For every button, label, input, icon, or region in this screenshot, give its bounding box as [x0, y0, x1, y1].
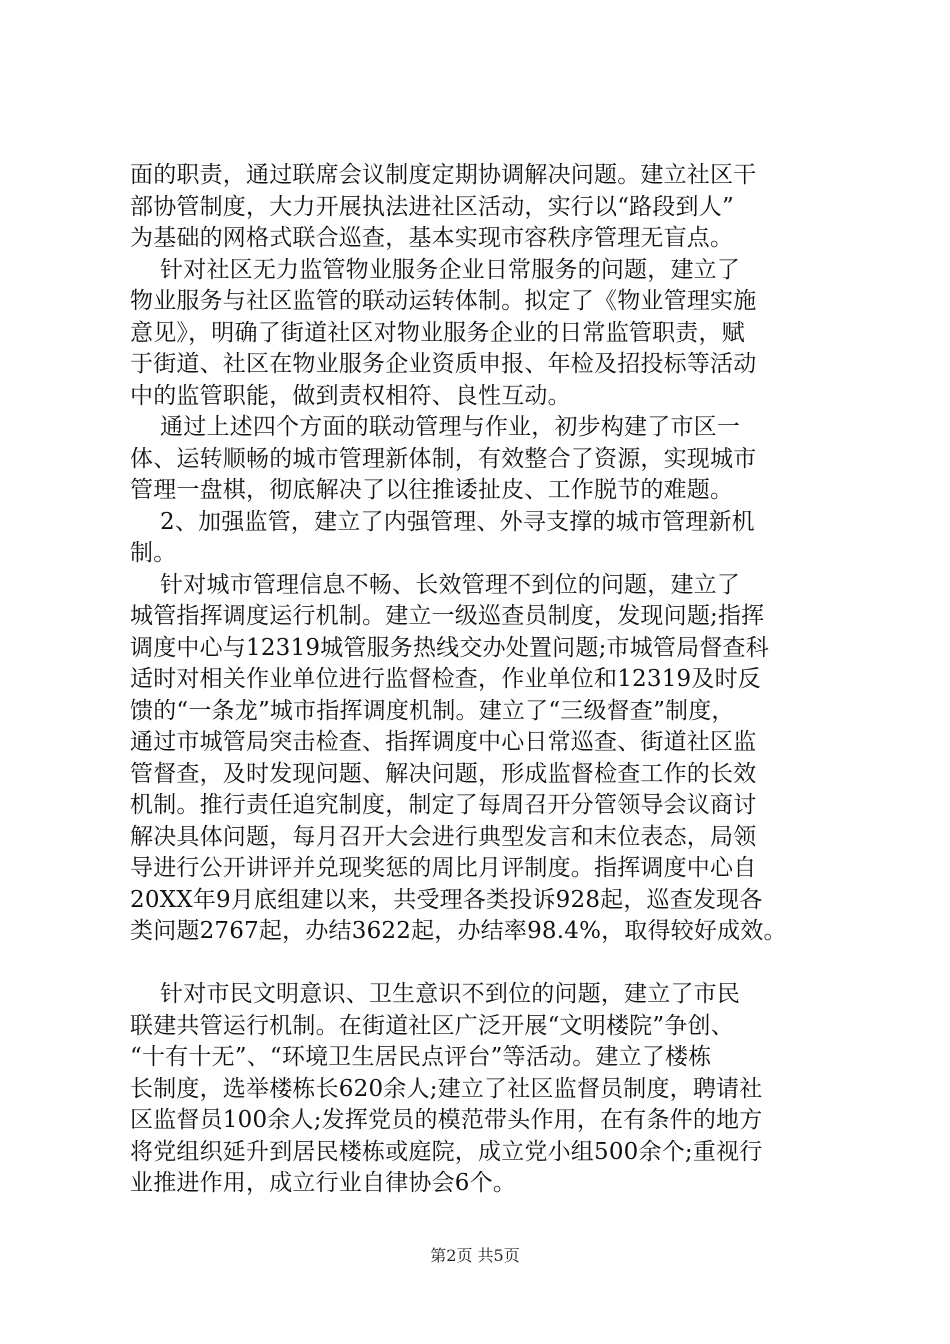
text-line: 于街道、社区在物业服务企业资质申报、年检及招投标等活动 [130, 351, 757, 377]
text-line: 业推进作用，成立行业自律协会6个。 [130, 1170, 517, 1196]
text-line: “十有十无”、“环境卫生居民点评台”等活动。建立了楼栋 [130, 1044, 712, 1070]
text-line: 将党组织延升到居民楼栋或庭院，成立党小组500余个;重视行 [130, 1138, 763, 1165]
text-line: 为基础的网格式联合巡查，基本实现市容秩序管理无盲点。 [130, 225, 734, 251]
text-line: 部协管制度，大力开展执法进社区活动，实行以“路段到人” [130, 193, 734, 220]
text-line: 城管指挥调度运行机制。建立一级巡查员制度，发现问题;指挥 [130, 603, 765, 629]
text-line: 长制度，选举楼栋长620余人;建立了社区监督员制度，聘请社 [130, 1075, 763, 1102]
text-line: 调度中心与12319城管服务热线交办处置问题;市城管局督查科 [130, 634, 769, 661]
text-line: 适时对相关作业单位进行监督检查，作业单位和12319及时反 [130, 666, 761, 692]
text-line: 区监督员100余人;发挥党员的模范带头作用，在有条件的地方 [130, 1107, 763, 1133]
section-heading-line: 制。 [130, 540, 177, 566]
section-heading-line: 2、加强监管，建立了内强管理、外寻支撑的城市管理新机 [130, 508, 755, 535]
text-line: 意见》，明确了街道社区对物业服务企业的日常监管职责，赋 [130, 319, 745, 346]
paragraph-gap [130, 948, 830, 980]
text-line: 类问题2767起，办结3622起，办结率98.4%，取得较好成效。 [130, 918, 787, 944]
text-line: 管督查，及时发现问题、解决问题，形成监督检查工作的长效 [130, 760, 757, 787]
text-line: 通过上述四个方面的联动管理与作业，初步构建了市区一 [130, 414, 741, 440]
page-footer [0, 1246, 950, 1266]
text-line: 针对城市管理信息不畅、长效管理不到位的问题，建立了 [130, 571, 741, 598]
text-line: 中的监管职能，做到责权相符、良性互动。 [130, 382, 571, 409]
body-text [130, 160, 830, 1200]
text-line: 通过市城管局突击检查、指挥调度中心日常巡查、街道社区监 [130, 729, 757, 755]
text-line: 物业服务与社区监管的联动运转体制。拟定了《物业管理实施 [130, 288, 757, 314]
text-line: 20XX年9月底组建以来，共受理各类投诉928起，巡查发现各 [130, 886, 763, 913]
text-line: 面的职责，通过联席会议制度定期协调解决问题。建立社区干 [130, 162, 757, 188]
text-line: 针对社区无力监管物业服务企业日常服务的问题，建立了 [130, 256, 741, 283]
text-line: 导进行公开讲评并兑现奖惩的周比月评制度。指挥调度中心自 [130, 855, 757, 881]
text-line: 管理一盘棋，彻底解决了以往推诿扯皮、工作脱节的难题。 [130, 477, 734, 503]
text-line: 机制。推行责任追究制度，制定了每周召开分管领导会议商讨 [130, 792, 757, 818]
text-line: 体、运转顺畅的城市管理新体制，有效整合了资源，实现城市 [130, 445, 757, 472]
page-number-label: 第2页 共5页 [430, 1246, 520, 1265]
text-line: 解决具体问题，每月召开大会进行典型发言和末位表态，局领 [130, 823, 757, 850]
text-line: 联建共管运行机制。在街道社区广泛开展“文明楼院”争创、 [130, 1012, 734, 1039]
text-line: 馈的“一条龙”城市指挥调度机制。建立了“三级督查”制度， [130, 697, 735, 724]
text-line: 针对市民文明意识、卫生意识不到位的问题，建立了市民 [130, 981, 741, 1007]
